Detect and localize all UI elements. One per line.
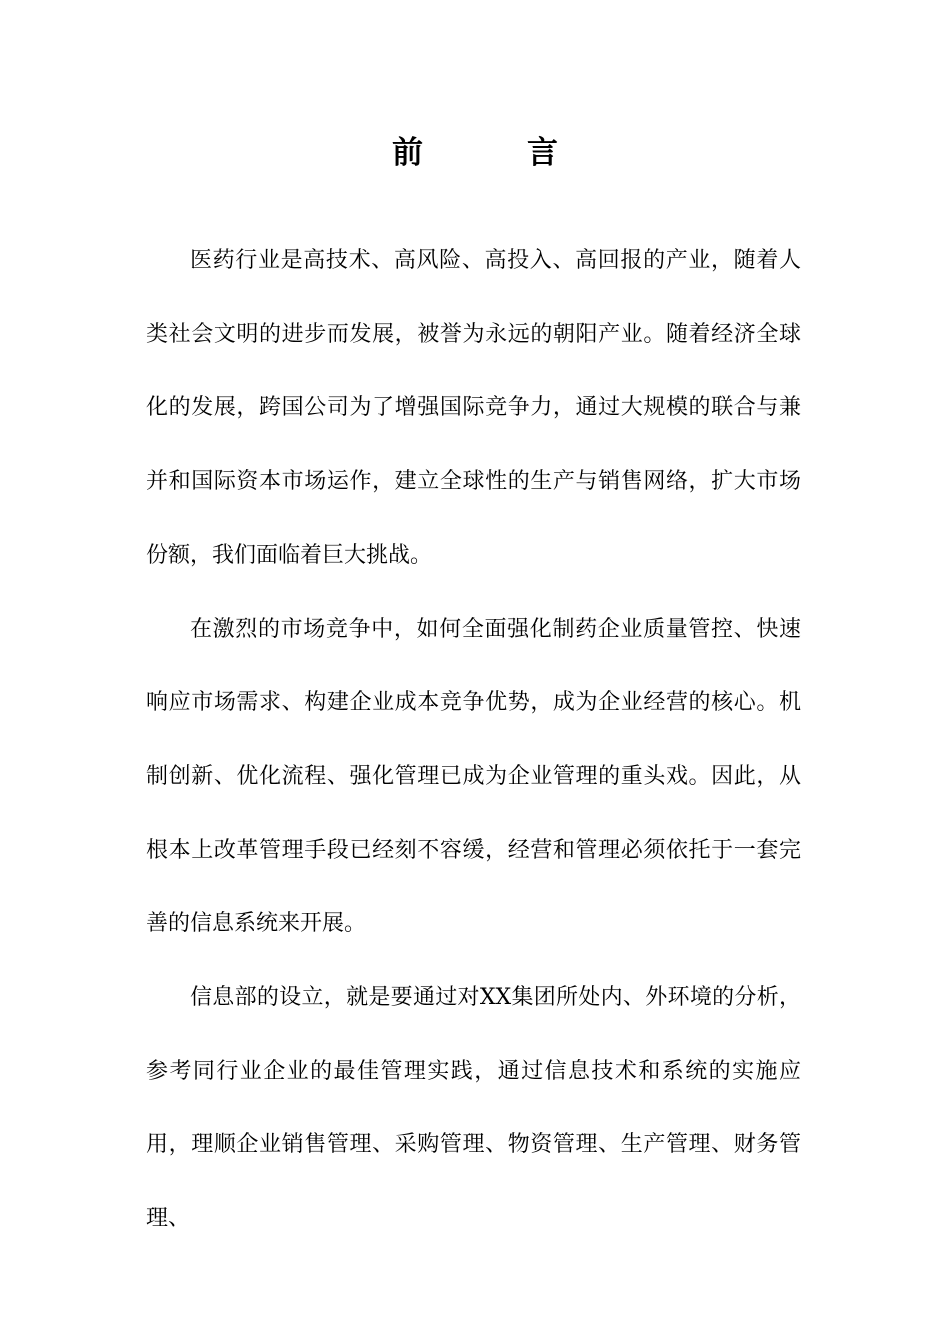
paragraph-3: 信息部的设立，就是要通过对XX集团所处内、外环境的分析，参考同行业企业的最佳管理实践，通过信息技术和系统的实施应用，理顺企业销售管理、采购管理、物资管理、生产管理、财务管理、 <box>146 985 801 1232</box>
paragraph-2: 在激烈的市场竞争中，如何全面强化制药企业质量管控、快速响应市场需求、构建企业成本竞争优势，成为企业经营的核心。机制创新、优化流程、强化管理已成为企业管理的重头戏。因此，从根本上改革管理手段已经刻不容缓，经营和管理必须依托于一套完善的信息系统来开展。 <box>146 616 801 937</box>
page-title <box>0 128 950 178</box>
title-char-1: 前 <box>392 135 423 171</box>
body-text <box>146 224 801 1256</box>
paragraph-1: 医药行业是高技术、高风险、高投入、高回报的产业，随着人类社会文明的进步而发展，被誉为永远的朝阳产业。随着经济全球化的发展，跨国公司为了增强国际竞争力，通过大规模的联合与兼并和国际资本市场运作，建立全球性的生产与销售网络，扩大市场份额，我们面临着巨大挑战。 <box>146 248 801 568</box>
title-char-2: 言 <box>527 135 558 171</box>
